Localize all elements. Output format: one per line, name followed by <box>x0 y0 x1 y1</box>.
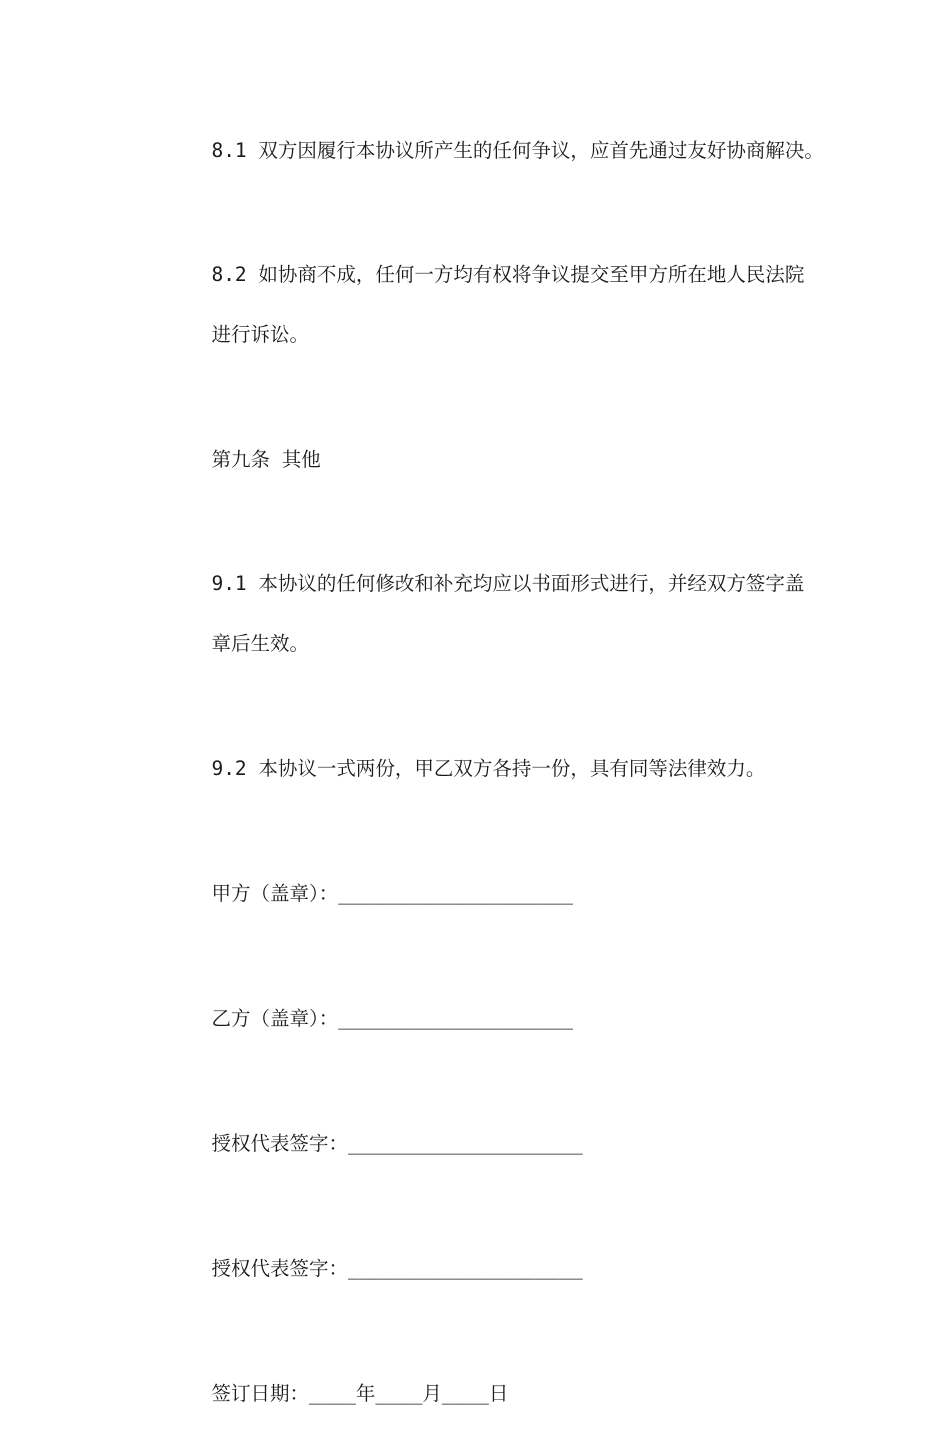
authorized-rep-2-line <box>141 1224 841 1314</box>
clause-9-1 <box>141 539 841 689</box>
clause-9-1-line-2: 章后生效。 <box>211 632 309 655</box>
clause-8-1-text: 8.1 双方因履行本协议所产生的任何争议，应首先通过友好协商解决。 <box>211 139 824 162</box>
authorized-rep-1-text: 授权代表签字：____________________ <box>211 1132 583 1155</box>
clause-8-2-line-2: 进行诉讼。 <box>211 323 309 346</box>
clause-8-2-line-1: 8.2 如协商不成，任何一方均有权将争议提交至甲方所在地人民法院 <box>211 263 805 286</box>
clause-9-2-text: 9.2 本协议一式两份，甲乙双方各持一份，具有同等法律效力。 <box>211 757 766 780</box>
signing-date-text: 签订日期：____年____月____日 <box>211 1382 509 1405</box>
party-b-seal-line <box>141 974 841 1064</box>
party-b-seal-text: 乙方（盖章）：____________________ <box>211 1007 574 1030</box>
article-9-heading-text: 第九条 其他 <box>211 448 321 471</box>
clause-8-2 <box>141 230 841 380</box>
clause-9-1-line-1: 9.1 本协议的任何修改和补充均应以书面形式进行，并经双方签字盖 <box>211 572 805 595</box>
party-a-seal-line <box>141 849 841 939</box>
party-a-seal-text: 甲方（盖章）：____________________ <box>211 882 574 905</box>
authorized-rep-2-text: 授权代表签字：____________________ <box>211 1257 583 1280</box>
article-9-heading <box>141 415 841 505</box>
authorized-rep-1-line <box>141 1099 841 1189</box>
clause-8-1 <box>141 106 841 196</box>
document-content <box>141 106 841 1439</box>
signing-date-line <box>141 1349 841 1439</box>
clause-9-2 <box>141 724 841 814</box>
